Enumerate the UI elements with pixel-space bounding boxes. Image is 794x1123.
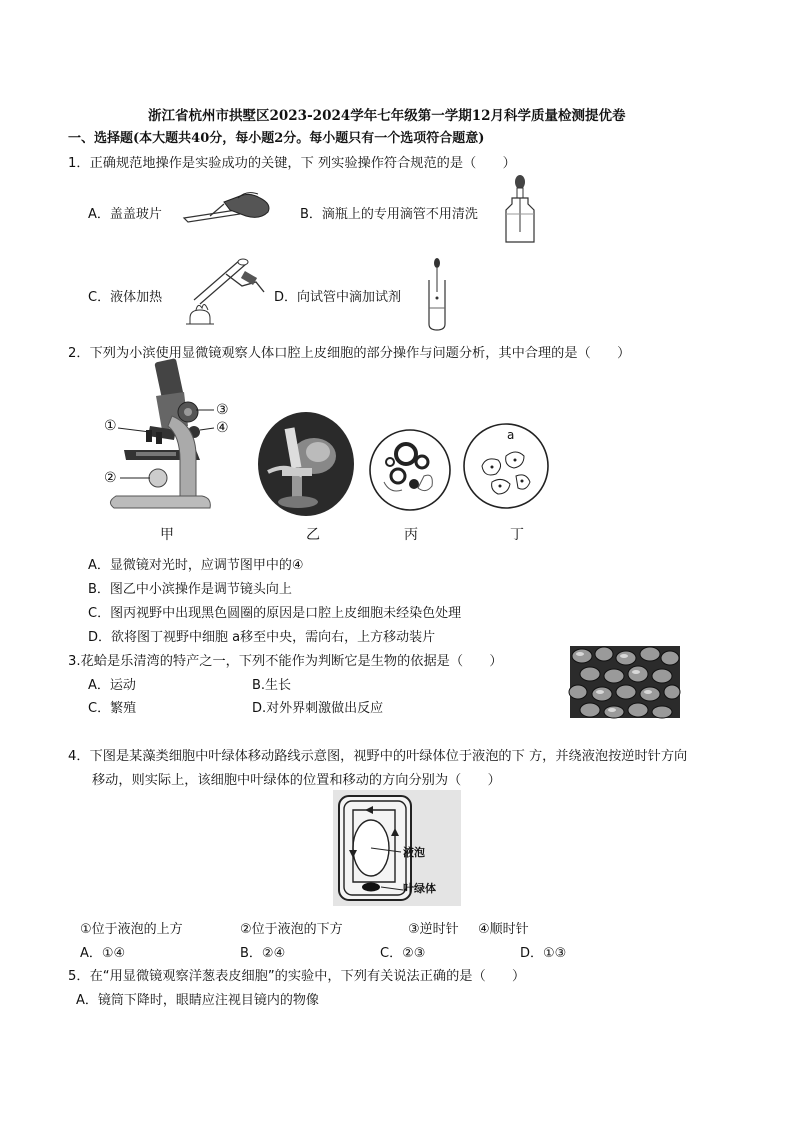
figure-label-jia: 甲 xyxy=(160,527,174,543)
q3-option-b: B.生长 xyxy=(252,678,292,693)
vacuole-label: 液泡 xyxy=(403,846,425,859)
algae-cell-diagram xyxy=(333,790,461,906)
q5-option-a: A．镜筒下降时，眼睛应注视目镜内的物像 xyxy=(76,993,319,1008)
q4-choice-4: ④顺时针 xyxy=(478,922,529,937)
q2-option-c: C．图丙视野中出现黑色圆圈的原因是口腔上皮细胞未经染色处理 xyxy=(88,606,462,621)
cell-label-a: a xyxy=(507,428,515,442)
question-2-stem: 2．下列为小滨使用显微镜观察人体口腔上皮细胞的部分操作与问题分析，其中合理的是（ ） xyxy=(68,346,631,361)
clams-photo xyxy=(570,646,680,718)
q2-option-a: A．显微镜对光时，应调节图甲中的④ xyxy=(88,558,304,573)
q4-choice-1: ①位于液泡的上方 xyxy=(80,922,183,937)
figure-label-bing: 丙 xyxy=(404,527,418,543)
marker-1: ① xyxy=(104,418,117,434)
section-heading: 一、选择题(本大题共40分，每小题2分。每小题只有一个选项符合题意) xyxy=(68,131,485,146)
page-title: 浙江省杭州市拱墅区2023-2024学年七年级第一学期12月科学质量检测提优卷 xyxy=(148,108,626,124)
liquid-heating-image xyxy=(180,252,270,328)
q4-option-a: A．①④ xyxy=(80,946,126,961)
microscope-view-ding xyxy=(462,422,550,510)
q4-choice-3: ③逆时针 xyxy=(408,922,459,937)
q1-option-c: C．液体加热 xyxy=(88,290,163,305)
question-3-stem: 3.花蛤是乐清湾的特产之一，下列不能作为判断它是生物的依据是（ ） xyxy=(68,654,503,669)
q1-option-a: A．盖盖玻片 xyxy=(88,207,162,222)
chloroplast-label: 叶绿体 xyxy=(403,882,436,895)
question-1-stem: 1．正确规范地操作是实验成功的关键，下 列实验操作符合规范的是（ ） xyxy=(68,156,516,171)
marker-3: ③ xyxy=(216,402,229,418)
student-using-microscope-photo xyxy=(258,412,354,516)
q4-choice-2: ②位于液泡的下方 xyxy=(240,922,343,937)
question-5-stem: 5．在“用显微镜观察洋葱表皮细胞”的实验中，下列有关说法正确的是（ ） xyxy=(68,969,526,984)
q1-option-d: D．向试管中滴加试剂 xyxy=(274,290,402,305)
figure-label-ding: 丁 xyxy=(510,527,524,543)
microscope-diagram xyxy=(96,356,246,526)
microscope-view-bing xyxy=(368,428,452,512)
q3-option-a: A．运动 xyxy=(88,678,136,693)
figure-label-yi: 乙 xyxy=(306,527,320,543)
q1-option-b: B．滴瓶上的专用滴管不用清洗 xyxy=(300,207,478,222)
q2-option-b: B．图乙中小滨操作是调节镜头向上 xyxy=(88,582,292,597)
q4-option-b: B．②④ xyxy=(240,946,286,961)
cover-slip-image xyxy=(180,190,280,226)
question-4-stem-line2: 移动，则实际上，该细胞中叶绿体的位置和移动的方向分别为（ ） xyxy=(92,773,501,788)
q4-option-d: D．①③ xyxy=(520,946,567,961)
dropping-reagent-image xyxy=(424,258,450,332)
marker-4: ④ xyxy=(216,420,229,436)
question-4-stem-line1: 4．下图是某藻类细胞中叶绿体移动路线示意图，视野中的叶绿体位于液泡的下 方，并绕液泡按逆时针方向 xyxy=(68,749,688,764)
q2-option-d: D．欲将图丁视野中细胞 a移至中央，需向右，上方移动装片 xyxy=(88,630,436,645)
q4-option-c: C．②③ xyxy=(380,946,426,961)
q3-option-c: C．繁殖 xyxy=(88,701,137,716)
dropper-bottle-image xyxy=(504,174,544,246)
q3-option-d: D.对外界刺激做出反应 xyxy=(252,701,384,716)
marker-2: ② xyxy=(104,470,117,486)
